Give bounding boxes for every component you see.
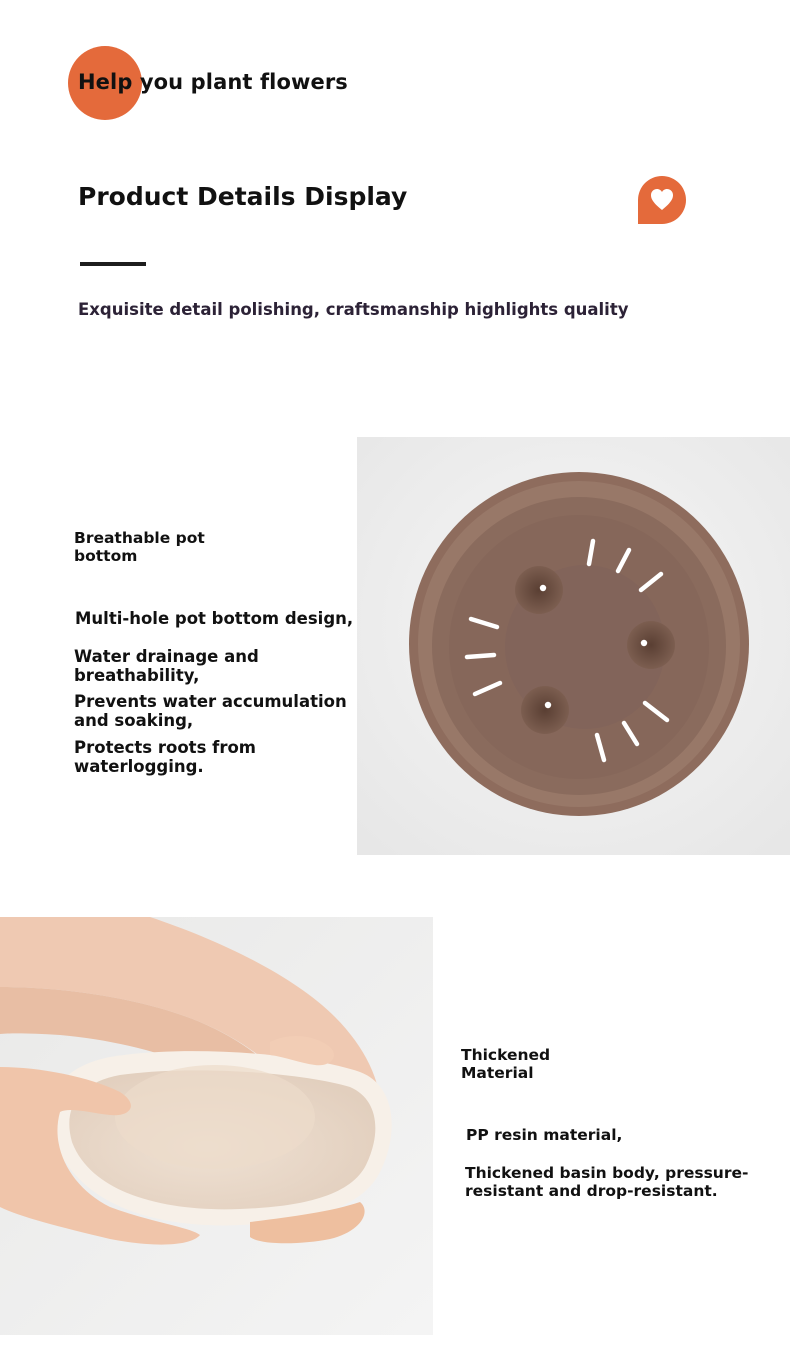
feature-text-block — [74, 738, 256, 776]
feature-title-breathable — [74, 529, 205, 565]
feature-text-line: Multi-hole pot bottom design, — [75, 609, 354, 628]
feature-text-line: Prevents water accumulation — [74, 692, 347, 711]
feature-text-line: and soaking, — [74, 711, 194, 730]
feature-title-line: Breathable pot — [74, 529, 205, 547]
feature-text-block — [74, 692, 347, 730]
feature-text-line: resistant and drop-resistant. — [465, 1182, 718, 1200]
feature-title-line: Material — [461, 1064, 534, 1082]
feature-text-line: Thickened basin body, pressure- — [465, 1164, 749, 1182]
section-subtitle: Exquisite detail polishing, craftsmanship highlights quality — [78, 300, 629, 319]
feature-text-line: PP resin material, — [466, 1126, 623, 1144]
thickened-pot-photo — [0, 917, 433, 1335]
feature-title-line: Thickened — [461, 1046, 551, 1064]
feature-text-line: waterlogging. — [74, 757, 204, 776]
feature-text-line: breathability, — [74, 666, 200, 685]
feature-text-block — [465, 1164, 748, 1200]
feature-text-line: Protects roots from — [74, 738, 256, 757]
feature-text-block — [74, 647, 259, 685]
section-title: Product Details Display — [78, 182, 408, 211]
title-underline — [80, 262, 146, 266]
feature-title-thickened — [461, 1046, 550, 1082]
heart-icon — [638, 176, 686, 224]
page-tagline: Help you plant flowers — [78, 70, 348, 94]
feature-text-line: Water drainage and — [74, 647, 259, 666]
feature-title-line: bottom — [74, 547, 138, 565]
pot-bottom-photo — [357, 437, 790, 855]
